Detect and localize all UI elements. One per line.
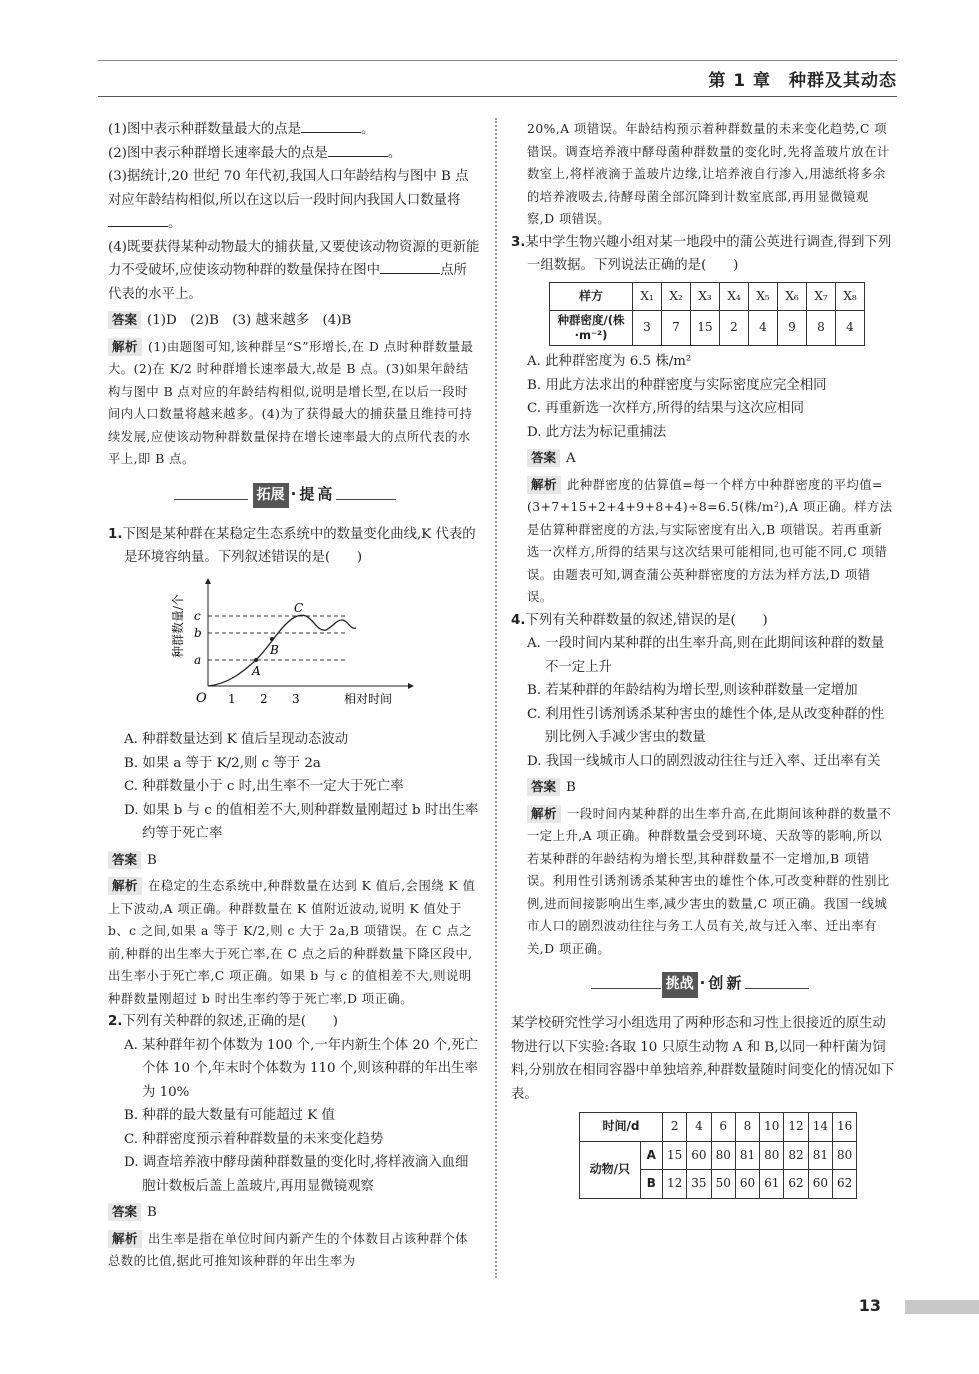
origin-label: O: [196, 690, 207, 706]
row-b-cell: 35: [687, 1170, 711, 1199]
row-a-cell: 15: [663, 1141, 687, 1170]
point-A-label: A: [252, 663, 261, 678]
q1-option-c: C. 种群数量小于 c 时,出生率不一定大于死亡率: [124, 779, 404, 794]
q3-option-d: D. 此方法为标记重捕法: [527, 424, 667, 440]
section-extend-label: ·提高: [290, 484, 336, 503]
section-challenge-box: 挑战: [662, 972, 698, 998]
quadrat-col: X₇: [807, 282, 836, 311]
time-header: 时间/d: [580, 1113, 663, 1142]
density-cell: 15: [691, 311, 720, 346]
q4-option-c: C. 利用性引诱剂诱杀某种害虫的雄性个体,是从改变种群的性别比例入手减少害虫的数量: [527, 706, 885, 745]
row-b-cell: 62: [832, 1170, 856, 1199]
y-axis-arrow: [205, 578, 211, 584]
quadrat-col: X₆: [778, 282, 807, 311]
section-extend: [108, 477, 480, 517]
explanation-tag: 解析: [108, 877, 142, 895]
question-1: 1.下图是某种群在某稳定生态系统中的数量变化曲线,K 代表的是环境容纳量。下列叙述错误的是( ): [108, 526, 476, 565]
q1-option-a: A. 种群数量达到 K 值后呈现动态波动: [124, 732, 349, 747]
row-b-cell: 61: [760, 1170, 784, 1199]
answer-tag: 答案: [527, 449, 560, 467]
row-b-cell: 12: [663, 1170, 687, 1199]
section-challenge-label: ·创新: [699, 974, 745, 992]
x-tick-2: 2: [260, 691, 268, 706]
y-axis-label: 种群数量/个: [171, 593, 185, 658]
prev-q-part2: (2)图中表示种群增长速率最大的点是 。: [108, 142, 480, 166]
s-curve: [208, 615, 356, 686]
answer-blank: [301, 118, 361, 133]
q2-option-d: D. 调查培养液中酵母菌种群数量的变化时,将样液滴入血细胞计数板后盖上盖玻片,再用显微镜观察: [124, 1155, 469, 1194]
row-b-cell: 62: [784, 1170, 808, 1199]
row-a-cell: 82: [784, 1141, 808, 1170]
row-b-cell: 60: [808, 1170, 832, 1199]
row-a-cell: 80: [832, 1141, 856, 1170]
q2-option-b: B. 种群的最大数量有可能超过 K 值: [124, 1108, 335, 1123]
row-b-cell: 50: [711, 1170, 735, 1199]
q4-option-b: B. 若某种群的年龄结构为增长型,则该种群数量一定增加: [527, 683, 858, 698]
animal-header: 动物/只: [580, 1141, 641, 1198]
quadrat-col: X₃: [691, 282, 720, 311]
q3-explanation: 解析 此种群密度的估算值=每一个样方中种群密度的平均值=(3+7+15+2+4+9+8+4)÷8=6.5(株/m²),A 项正确。样方法是估算种群密度的方法,与实际密度有出入,B 项错误。若再重新选一次样方,所得的结果与这次结果可能相同,也可能不同,C 项错误。由题表可知,调查蒲公英种群密度的方法为样方法,D 项错误。: [527, 476, 893, 604]
prev-q-part1: (1)图中表示种群数量最大的点是 。: [108, 118, 480, 142]
row-a-cell: 80: [760, 1141, 784, 1170]
q1-explanation: 解析 在稳定的生态系统中,种群数量在达到 K 值后,会围绕 K 值上下波动,A 项正确。种群数量在 K 值附近波动,说明 K 值处于 b、c 之间,如果 a 等于 K/2,则 c 大于 2a,B 项错误。在 C 点之前,种群的出生率大于死亡率,在 C 点之后的种群数量下降区段中,出生率小于死亡率,C 项正确。如果 b 与 c 的值相差不大,则说明种群数量刚超过 b 时出生率约等于死亡率,D 项正确。: [108, 878, 476, 1006]
q3-answer: 答案 A: [511, 447, 895, 471]
right-column: [511, 118, 895, 1199]
answer-tag: 答案: [527, 778, 560, 796]
point-B-marker: [270, 637, 274, 641]
q4-option-a: A. 一段时间内某种群的出生率升高,则在此期间该种群的数量不一定上升: [527, 636, 885, 675]
prev-answer: 答案 (1)D (2)B (3) 越来越多 (4)B: [108, 309, 480, 333]
section-challenge: [511, 966, 895, 1006]
density-cell: 7: [662, 311, 691, 346]
q4-answer: 答案 B: [511, 776, 895, 800]
q2-explanation-continued: 20%,A 项错误。年龄结构预示着种群数量的未来变化趋势,C 项错误。调查培养液中酵母菌种群数量的变化时,先将盖玻片放在计数室上,将样液滴于盖玻片边缘,让培养液自行渗入,用滤纸将多余的培养液吸去,待酵母菌全部沉降到计数室底部,再用显微镜观察,D 项错误。: [527, 122, 890, 226]
quadrat-col: X₁: [633, 282, 662, 311]
answer-tag: 答案: [108, 851, 141, 869]
quadrat-col: X₈: [836, 282, 865, 311]
prev-explanation: 解析 (1)由题图可知,该种群呈“S”形增长,在 D 点时种群数量最大。(2)在 K/2 时种群增长速率最大,故是 B 点。(3)如果年龄结构与图中 B 点对应的年龄结构相似,说明是增长型,在以后一段时间内人口数量将越来越多。(4)为了获得最大的捕获量且维持可持续发展,应使该动物种群数量保持在增长速率最大的点所代表的水平上,即 B 点。: [108, 338, 474, 466]
x-tick-3: 3: [292, 691, 300, 706]
header-rule-bottom: [98, 96, 897, 97]
q3-option-b: B. 用此方法求出的种群密度与实际密度应完全相同: [527, 377, 827, 393]
left-column: [108, 118, 480, 1273]
point-B-label: B: [270, 642, 279, 657]
density-cell: 2: [720, 311, 749, 346]
protozoa-row-a: [580, 1141, 857, 1170]
explanation-tag: 解析: [108, 1230, 142, 1248]
answer-blank: [108, 212, 168, 227]
quadrat-col: X₄: [720, 282, 749, 311]
time-cell: 2: [663, 1113, 687, 1142]
row-b-cell: 60: [735, 1170, 759, 1199]
answer-blank: [328, 142, 388, 157]
density-cell: 3: [633, 311, 662, 346]
q1-answer: 答案 B: [108, 849, 480, 873]
q4-explanation: 解析 一段时间内某种群的出生率升高,在此期间该种群的数量不一定上升,A 项正确。种群数量会受到环境、天敌等的影响,所以若某种群的年龄结构为增长型,其种群数量不一定增加,B 项错误。利用性引诱剂诱杀某种害虫的雄性个体,可改变种群的性别比例,进而间接影响出生率,减少害虫的数量,C 项正确。我国一线城市人口的剧烈波动往往与务工人员有关,故与迁入率、迁出率有关,D 项正确。: [527, 805, 892, 956]
time-cell: 16: [832, 1113, 856, 1142]
q3-option-a: A. 此种群密度为 6.5 株/m²: [527, 354, 692, 369]
prev-q-part3: (3)据统计,20 世纪 70 年代初,我国人口年龄结构与图中 B 点对应年龄结构相似,所以在这以后一段时间内我国人口数量将。: [108, 169, 469, 231]
column-divider: [495, 118, 497, 1278]
time-cell: 8: [735, 1113, 759, 1142]
quadrat-col: X₂: [662, 282, 691, 311]
density-cell: 4: [836, 311, 865, 346]
q3-option-c: C. 再重新选一次样方,所得的结果与这次应相同: [527, 401, 804, 416]
question-3: 3.某中学生物兴趣小组对某一地段中的蒲公英进行调查,得到下列一组数据。下列说法正确的是( ): [511, 234, 892, 273]
q1-option-d: D. 如果 b 与 c 的值相差不大,则种群数量刚超过 b 时出生率约等于死亡率: [124, 802, 479, 841]
q2-answer: 答案 B: [108, 1201, 480, 1225]
chapter-title: 第 1 章 种群及其动态: [708, 71, 897, 91]
q2-option-a: A. 某种群年初个体数为 100 个,一年内新生个体 20 个,死亡个体 10 个,年末时个体数为 110 个,则该种群的年出生率为 10%: [124, 1037, 479, 1100]
protozoa-time-row: [580, 1113, 857, 1142]
answer-tag: 答案: [108, 1203, 141, 1221]
row-a-cell: 81: [735, 1141, 759, 1170]
row-a-cell: 80: [711, 1141, 735, 1170]
point-A-marker: [254, 658, 258, 662]
quadrat-header-label: 样方: [550, 282, 633, 311]
point-C-label: C: [294, 600, 304, 615]
x-axis-arrow: [408, 683, 414, 689]
header-rule-top: [98, 60, 897, 61]
q2-explanation: 解析 出生率是指在单位时间内新产生的个体数目占该种群个体总数的比值,据此可推知该种群的年出生率为: [108, 1230, 468, 1268]
density-cell: 8: [807, 311, 836, 346]
answer-blank: [380, 259, 440, 274]
question-2: 2.下列有关种群的叙述,正确的是( ): [108, 1014, 338, 1029]
explanation-tag: 解析: [108, 338, 142, 356]
q1-option-b: B. 如果 a 等于 K/2,则 c 等于 2a: [124, 755, 321, 771]
time-cell: 10: [760, 1113, 784, 1142]
x-axis-label: 相对时间: [344, 691, 393, 706]
page-number: 13: [858, 1296, 881, 1315]
row-b-label: B: [640, 1170, 662, 1199]
prev-q-part4: (4)既要获得某种动物最大的捕获量,又要使该动物资源的更新能力不受破坏,应使该动物种群的数量保持在图中 点所代表的水平上。: [108, 239, 480, 302]
population-curve-figure: [168, 576, 480, 725]
level-a-label: a: [194, 652, 202, 667]
row-a-label: A: [640, 1141, 662, 1170]
protozoa-table: [579, 1112, 857, 1199]
quadrat-header-row: [550, 282, 865, 311]
q4-option-d: D. 我国一线城市人口的剧烈波动往往与迁入率、迁出率有关: [527, 753, 881, 769]
row-a-cell: 81: [808, 1141, 832, 1170]
challenge-intro: 某学校研究性学习小组选用了两种形态和习性上很接近的原生动物进行以下实验:各取 10 只原生动物 A 和 B,以同一种杆菌为饲料,分别放在相同容器中单独培养,种群数量随时间变化的情况如下表。: [511, 1016, 895, 1102]
level-b-label: b: [194, 625, 202, 640]
question-4: 4.下列有关种群数量的叙述,错误的是( ): [511, 612, 768, 628]
explanation-tag: 解析: [527, 805, 561, 823]
section-extend-box: 拓展: [253, 483, 289, 509]
answer-tag: 答案: [108, 311, 141, 329]
density-cell: 9: [778, 311, 807, 346]
density-row: [550, 311, 865, 346]
explanation-tag: 解析: [527, 476, 561, 494]
row-a-cell: 60: [687, 1141, 711, 1170]
time-cell: 14: [808, 1113, 832, 1142]
time-cell: 4: [687, 1113, 711, 1142]
density-cell: 4: [749, 311, 778, 346]
time-cell: 12: [784, 1113, 808, 1142]
level-c-label: c: [194, 608, 201, 623]
density-header-label: 种群密度/(株·m⁻²): [550, 311, 633, 346]
quadrat-table: [549, 282, 865, 347]
time-cell: 6: [711, 1113, 735, 1142]
quadrat-col: X₅: [749, 282, 778, 311]
x-tick-1: 1: [228, 691, 236, 706]
page-number-bar: [905, 1300, 979, 1314]
population-curve-svg: [168, 576, 418, 716]
q2-option-c: C. 种群密度预示着种群数量的未来变化趋势: [124, 1131, 384, 1147]
